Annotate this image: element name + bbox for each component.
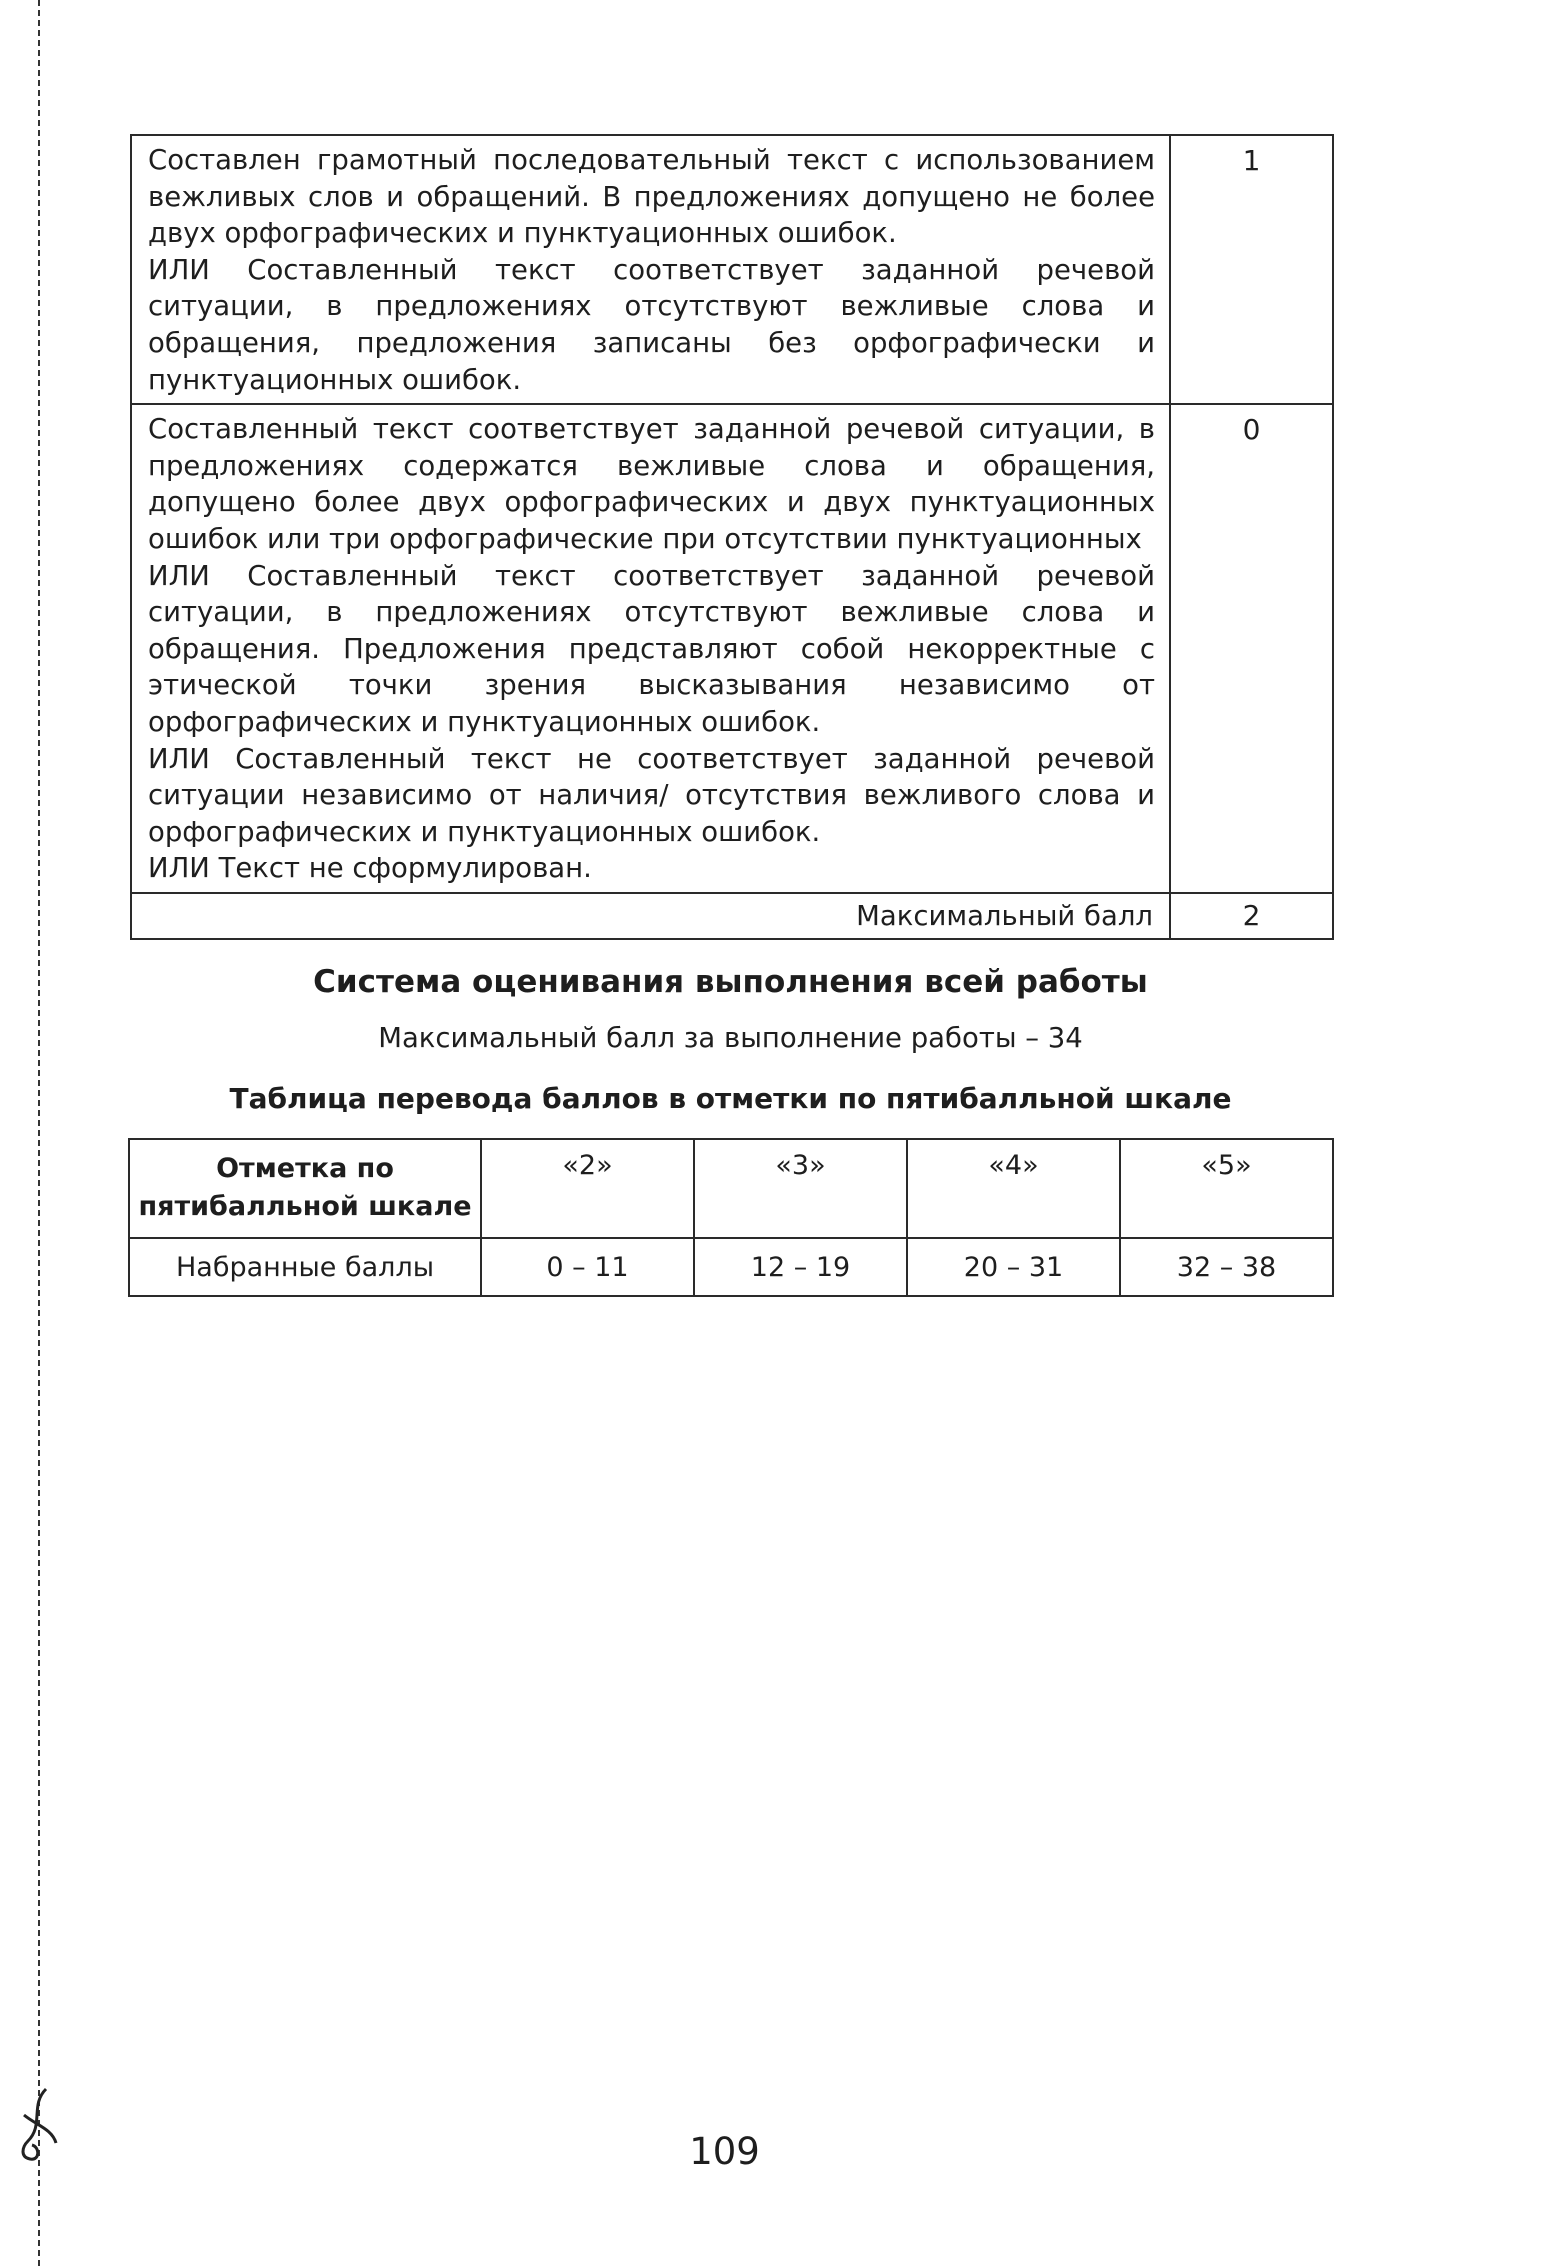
conversion-table-title: Таблица перевода баллов в отметки по пятибалльной шкале [229, 1082, 1232, 1115]
criteria-table [130, 134, 1334, 940]
criteria-score: 0 [1170, 404, 1333, 893]
criteria-paragraph: ИЛИ Текст не сформулирован. [148, 852, 592, 885]
grade-cell: «3» [694, 1139, 907, 1238]
criteria-paragraph: Составлен грамотный последовательный текст с использованием вежливых слов и обращений. В предложениях допущено не более двух орфографических и пунктуационных ошибок. [148, 144, 1155, 250]
points-label: Набранные баллы [129, 1238, 481, 1296]
grades-header-row [129, 1139, 1333, 1238]
grades-table [128, 1138, 1334, 1297]
criteria-row-1 [131, 135, 1333, 404]
points-row [129, 1238, 1333, 1296]
max-score-label: Максимальный балл [131, 893, 1170, 939]
criteria-paragraph: ИЛИ Составленный текст соответствует заданной речевой ситуации, в предложениях отсутствуют вежливые слова и обращения. Предложения представляют собой некорректные с этической точки зрения высказывания независимо от орфографических и пунктуационных ошибок. [148, 559, 1155, 738]
grades-row-header: Отметка по пятибалльной шкале [129, 1139, 481, 1238]
criteria-text [131, 404, 1170, 893]
page-number: 109 [689, 2130, 760, 2173]
criteria-paragraph: ИЛИ Составленный текст соответствует заданной речевой ситуации, в предложениях отсутствуют вежливые слова и обращения, предложения записаны без орфографически и пунктуационных ошибок. [148, 253, 1155, 396]
criteria-row-2 [131, 404, 1333, 893]
points-range: 12 – 19 [694, 1238, 907, 1296]
grade-cell: «2» [481, 1139, 694, 1238]
points-range: 20 – 31 [907, 1238, 1120, 1296]
max-total-text: Максимальный балл за выполнение работы – 34 [378, 1022, 1083, 1054]
criteria-score: 1 [1170, 135, 1333, 404]
max-score-value: 2 [1170, 893, 1333, 939]
grade-cell: «5» [1120, 1139, 1333, 1238]
criteria-paragraph: ИЛИ Составленный текст не соответствует заданной речевой ситуации независимо от наличия/ отсутствия вежливого слова и орфографических и пунктуационных ошибок. [148, 742, 1155, 848]
cut-line [38, 0, 40, 2266]
criteria-paragraph: Составленный текст соответствует заданной речевой ситуации, в предложениях содержатся вежливые слова и обращения, допущено более двух орфографических и двух пунктуационных ошибок или три орфографические при отсутствии пунктуационных [148, 413, 1155, 555]
criteria-text [131, 135, 1170, 404]
points-range: 0 – 11 [481, 1238, 694, 1296]
max-score-row [131, 893, 1333, 939]
grade-cell: «4» [907, 1139, 1120, 1238]
section-title: Система оценивания выполнения всей работы [313, 964, 1148, 1000]
points-range: 32 – 38 [1120, 1238, 1333, 1296]
